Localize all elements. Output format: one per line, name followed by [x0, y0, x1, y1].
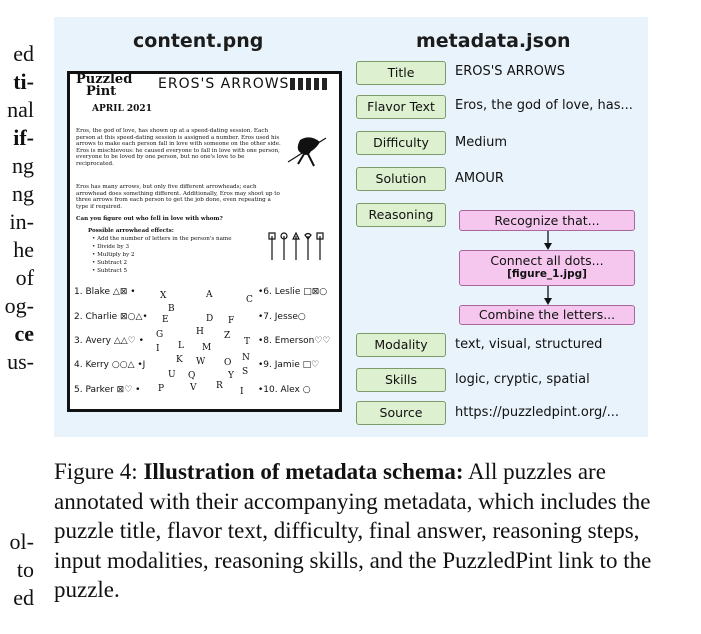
key-difficulty: Difficulty: [356, 131, 446, 155]
puzzle-month: APRIL 2021: [92, 104, 152, 114]
left-name-4: 4. Kerry ○○△ •J: [74, 360, 146, 370]
caption-label: Figure 4:: [54, 459, 138, 484]
dot-letter: F: [228, 316, 235, 326]
dot-letter: Z: [224, 331, 231, 341]
content-png-title: content.png: [133, 30, 264, 52]
reasoning-step-2: [459, 250, 635, 286]
value-skills: logic, cryptic, spatial: [455, 372, 590, 387]
left-name-2: 2. Charlie ⊠○△•: [74, 312, 148, 322]
effects-title: Possible arrowhead effects:: [88, 228, 174, 234]
left-fragment: ng: [12, 153, 34, 178]
left-fragment: to: [16, 557, 34, 582]
dot-letter: M: [202, 343, 212, 353]
figure-caption: [54, 457, 654, 605]
dot-letter: Y: [228, 371, 234, 381]
puzzled-pint-logo: Puzzled Pint: [76, 72, 133, 99]
value-title: EROS'S ARROWS: [455, 64, 565, 79]
right-name-9: •9. Jamie □♡: [258, 360, 320, 370]
dot-letter: G: [156, 330, 164, 340]
puzzle-paragraph-2: Eros has many arrows, but only five different arrowheads; each arrowhead does something different. Additionally, Eros may shoot up to three arrows from each person to get the job done, even repeating a type if required.: [76, 184, 280, 210]
left-fragment: he: [13, 237, 34, 262]
dot-letter: I: [240, 387, 244, 397]
dot-letter: B: [168, 304, 175, 314]
dot-letter: I: [156, 344, 160, 354]
effect-3: • Multiply by 2: [92, 252, 135, 258]
right-name-10: •10. Alex ○: [258, 385, 311, 395]
left-column-text-bottom: [0, 528, 34, 612]
dot-letter: D: [206, 314, 214, 324]
left-name-1: 1. Blake △⊠ •: [74, 287, 136, 297]
key-modality: Modality: [356, 333, 446, 357]
dot-letter: A: [206, 290, 213, 300]
reasoning-step-2-figure-ref: [figure_1.jpg]: [507, 268, 587, 280]
left-fragment: nal: [7, 97, 34, 122]
left-fragment: ti-: [13, 69, 34, 94]
dot-letter: R: [216, 381, 223, 391]
metadata-json-title: metadata.json: [416, 30, 571, 52]
value-difficulty: Medium: [455, 135, 507, 150]
dot-letter: K: [176, 355, 183, 365]
key-solution: Solution: [356, 167, 446, 191]
reasoning-step-2-text: Connect all dots...: [490, 253, 604, 268]
left-name-3: 3. Avery △△♡ •: [74, 336, 144, 346]
arrow-down-icon: [542, 286, 554, 306]
dot-letter: W: [196, 357, 206, 367]
dot-letter: S: [242, 367, 249, 377]
left-name-5: 5. Parker ⊠♡ •: [74, 385, 141, 395]
key-reasoning: Reasoning: [356, 203, 446, 227]
right-name-7: •7. Jesse○: [258, 312, 306, 322]
bow-icon: [288, 76, 332, 92]
caption-title: Illustration of metadata schema:: [143, 459, 464, 484]
effect-4: • Subtract 2: [92, 260, 128, 266]
effect-5: • Subtract 5: [92, 268, 128, 274]
puzzle-question: Can you figure out who fell in love with whom?: [76, 216, 223, 222]
key-flavor-text: Flavor Text: [356, 95, 446, 119]
key-title: Title: [356, 61, 446, 85]
arrow-down-icon: [542, 231, 554, 251]
dot-letter: U: [168, 370, 176, 380]
left-fragment: us-: [7, 349, 34, 374]
key-skills: Skills: [356, 368, 446, 392]
left-fragment: ce: [14, 321, 34, 346]
left-fragment: in-: [9, 209, 34, 234]
caption-text: All puzzles are annotated with their accompanying metadata, which includes the puzzle title, flavor text, difficulty, final answer, reasoning steps, input modalities, reasoning skills, and the PuzzledPint link to the puzzle.: [54, 459, 652, 602]
left-fragment: ed: [13, 41, 34, 66]
dot-letter: N: [242, 353, 250, 363]
dot-letter: E: [162, 315, 169, 325]
reasoning-step-3: Combine the letters...: [459, 305, 635, 325]
left-fragment: if-: [13, 125, 34, 150]
dot-letter: H: [196, 327, 204, 337]
puzzle-title: EROS'S ARROWS: [158, 76, 290, 92]
puzzle-page-image: [67, 71, 342, 412]
dot-letter: Q: [188, 371, 196, 381]
dot-letter: O: [224, 358, 232, 368]
left-fragment: ed: [13, 585, 34, 610]
arrowheads-icon: [266, 232, 328, 262]
dot-letter: P: [158, 384, 165, 394]
dot-letter: L: [178, 341, 184, 351]
dot-letter: C: [246, 295, 253, 305]
value-solution: AMOUR: [455, 171, 504, 186]
effect-1: • Add the number of letters in the person's name: [92, 236, 232, 242]
value-flavor-text: Eros, the god of love, has...: [455, 98, 633, 113]
cupid-icon: [280, 132, 332, 172]
right-name-6: •6. Leslie □⊠○: [258, 287, 328, 297]
right-name-8: •8. Emerson♡♡: [258, 336, 331, 346]
dot-letter: V: [190, 383, 197, 393]
key-source: Source: [356, 401, 446, 425]
left-fragment: ng: [12, 181, 34, 206]
left-fragment: og-: [4, 293, 34, 318]
effect-2: • Divide by 3: [92, 244, 130, 250]
dot-letter: T: [244, 337, 251, 347]
value-source: https://puzzledpint.org/...: [455, 405, 620, 420]
left-fragment: ol-: [9, 529, 34, 554]
puzzle-paragraph-1: Eros, the god of love, has shown up at a speed-dating session. Each person at this speed-dating session is assigned a number. Eros used his arrows to make each person fall in love with someone on the other side. Eros is mischievous: he caused everyone to fall in love with one person, everyone to be loved by one person, but no one's love to be reciprocated.: [76, 128, 281, 167]
value-modality: text, visual, structured: [455, 337, 603, 352]
left-fragment: of: [15, 265, 34, 290]
dot-letter: X: [160, 291, 167, 301]
reasoning-step-1: Recognize that...: [459, 210, 635, 231]
left-column-text: [0, 40, 34, 376]
